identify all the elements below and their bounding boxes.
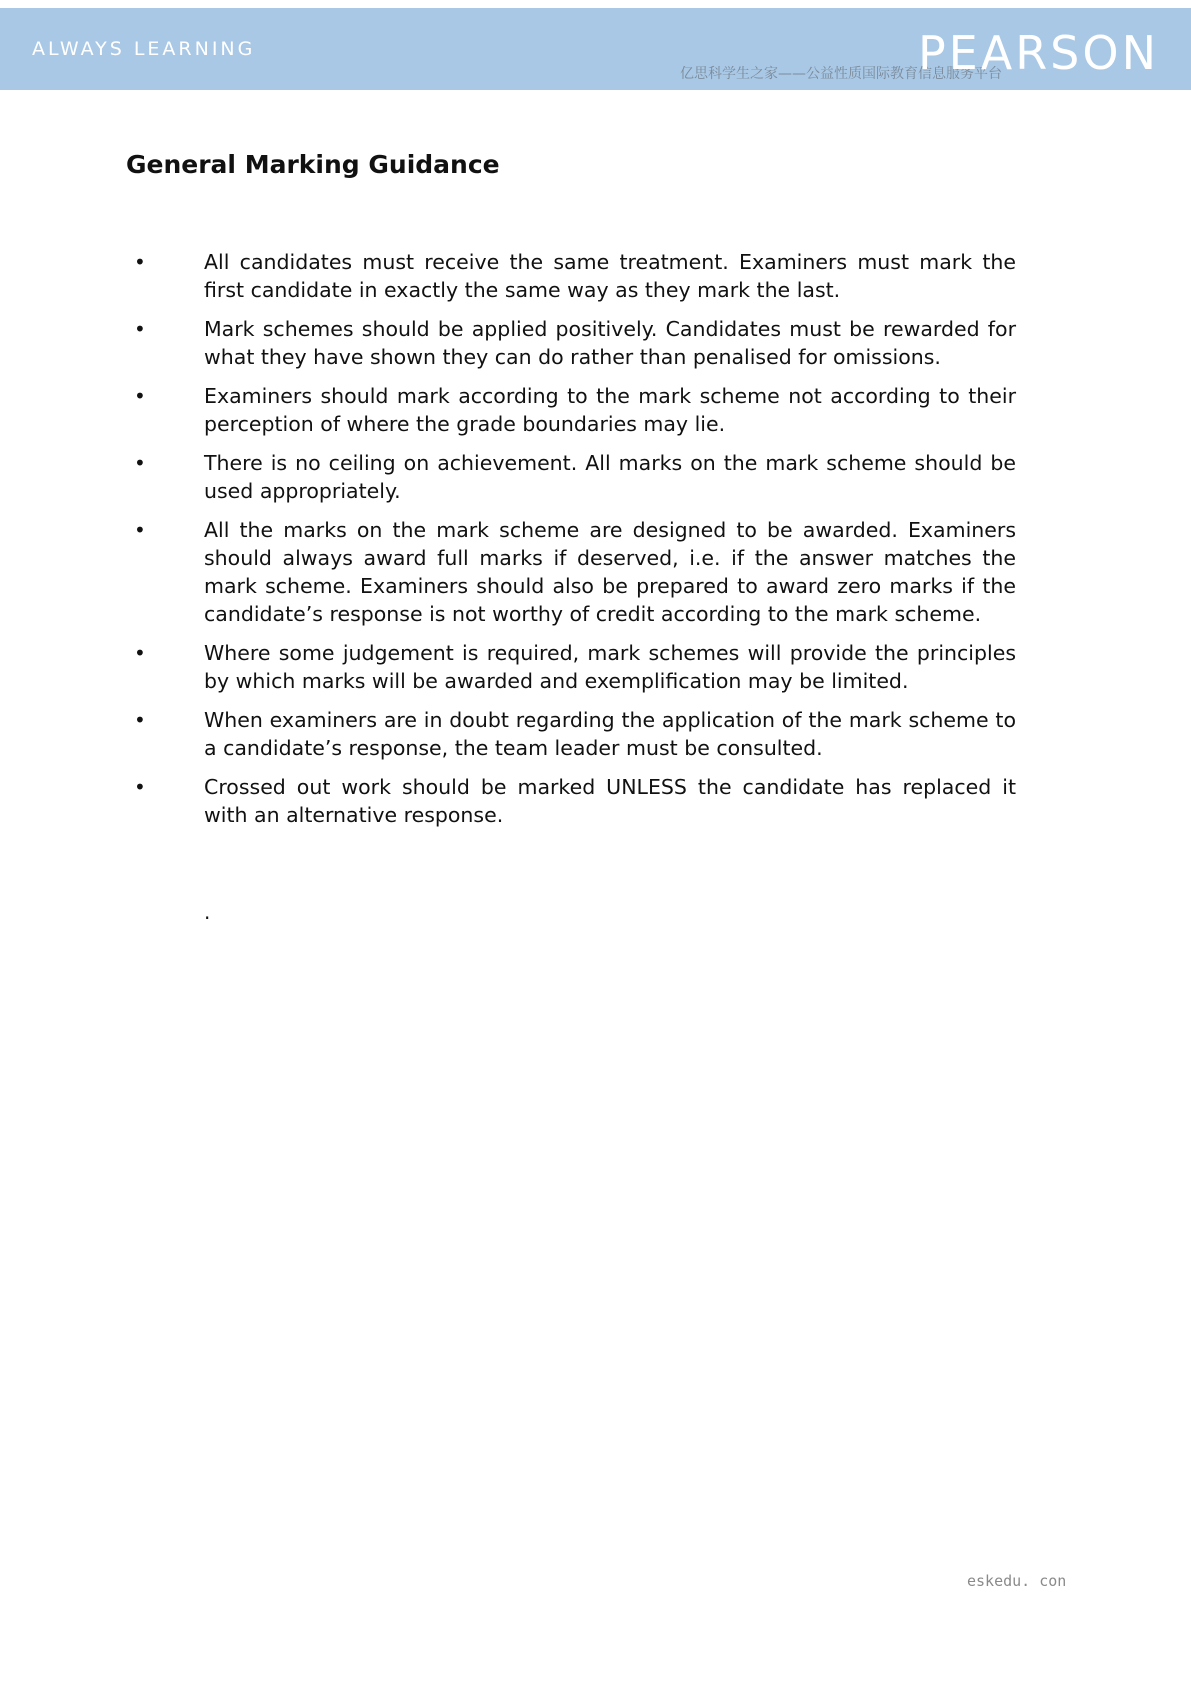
page-title: General Marking Guidance: [126, 150, 500, 179]
list-item-text: Where some judgement is required, mark schemes will provide the principles by which marks will be awarded and exemplification may be limited.: [204, 641, 1016, 693]
header-watermark: 亿思科学生之家——公益性质国际教育信息服务平台: [680, 66, 1002, 82]
bullet-icon: •: [134, 317, 146, 341]
header-band: [0, 8, 1191, 90]
bullet-icon: •: [134, 708, 146, 732]
list-item: [126, 315, 1016, 371]
list-item: [126, 773, 1016, 829]
list-item-text: All the marks on the mark scheme are designed to be awarded. Examiners should always award full marks if deserved, i.e. if the answer matches the mark scheme. Examiners should also be prepared to award zero marks if the candidate’s response is not worthy of credit according to the mark scheme.: [204, 518, 1016, 626]
list-item-text: Crossed out work should be marked UNLESS the candidate has replaced it with an alternative response.: [204, 775, 1016, 827]
bullet-icon: •: [134, 384, 146, 408]
list-item-text: Examiners should mark according to the mark scheme not according to their perception of where the grade boundaries may lie.: [204, 384, 1016, 436]
list-item: [126, 516, 1016, 628]
list-item: [126, 639, 1016, 695]
list-item: [126, 706, 1016, 762]
header-tagline: ALWAYS LEARNING: [32, 38, 256, 60]
bullet-icon: •: [134, 775, 146, 799]
bullet-icon: •: [134, 250, 146, 274]
pearson-logo: PEARSON: [917, 26, 1159, 80]
list-item-text: There is no ceiling on achievement. All marks on the mark scheme should be used appropriately.: [204, 451, 1016, 503]
list-item-text: When examiners are in doubt regarding the application of the mark scheme to a candidate’s response, the team leader must be consulted.: [204, 708, 1016, 760]
list-item: [126, 449, 1016, 505]
footer-site-mark: eskedu. con: [967, 1572, 1067, 1590]
bullet-icon: •: [134, 641, 146, 665]
bullet-icon: •: [134, 518, 146, 542]
guidance-list: [126, 248, 1016, 840]
list-item-text: All candidates must receive the same treatment. Examiners must mark the first candidate in exactly the same way as they mark the last.: [204, 250, 1016, 302]
bullet-icon: •: [134, 451, 146, 475]
list-item-text: Mark schemes should be applied positively. Candidates must be rewarded for what they have shown they can do rather than penalised for omissions.: [204, 317, 1016, 369]
list-item: [126, 382, 1016, 438]
trailing-dot: .: [204, 900, 211, 924]
list-item: [126, 248, 1016, 304]
